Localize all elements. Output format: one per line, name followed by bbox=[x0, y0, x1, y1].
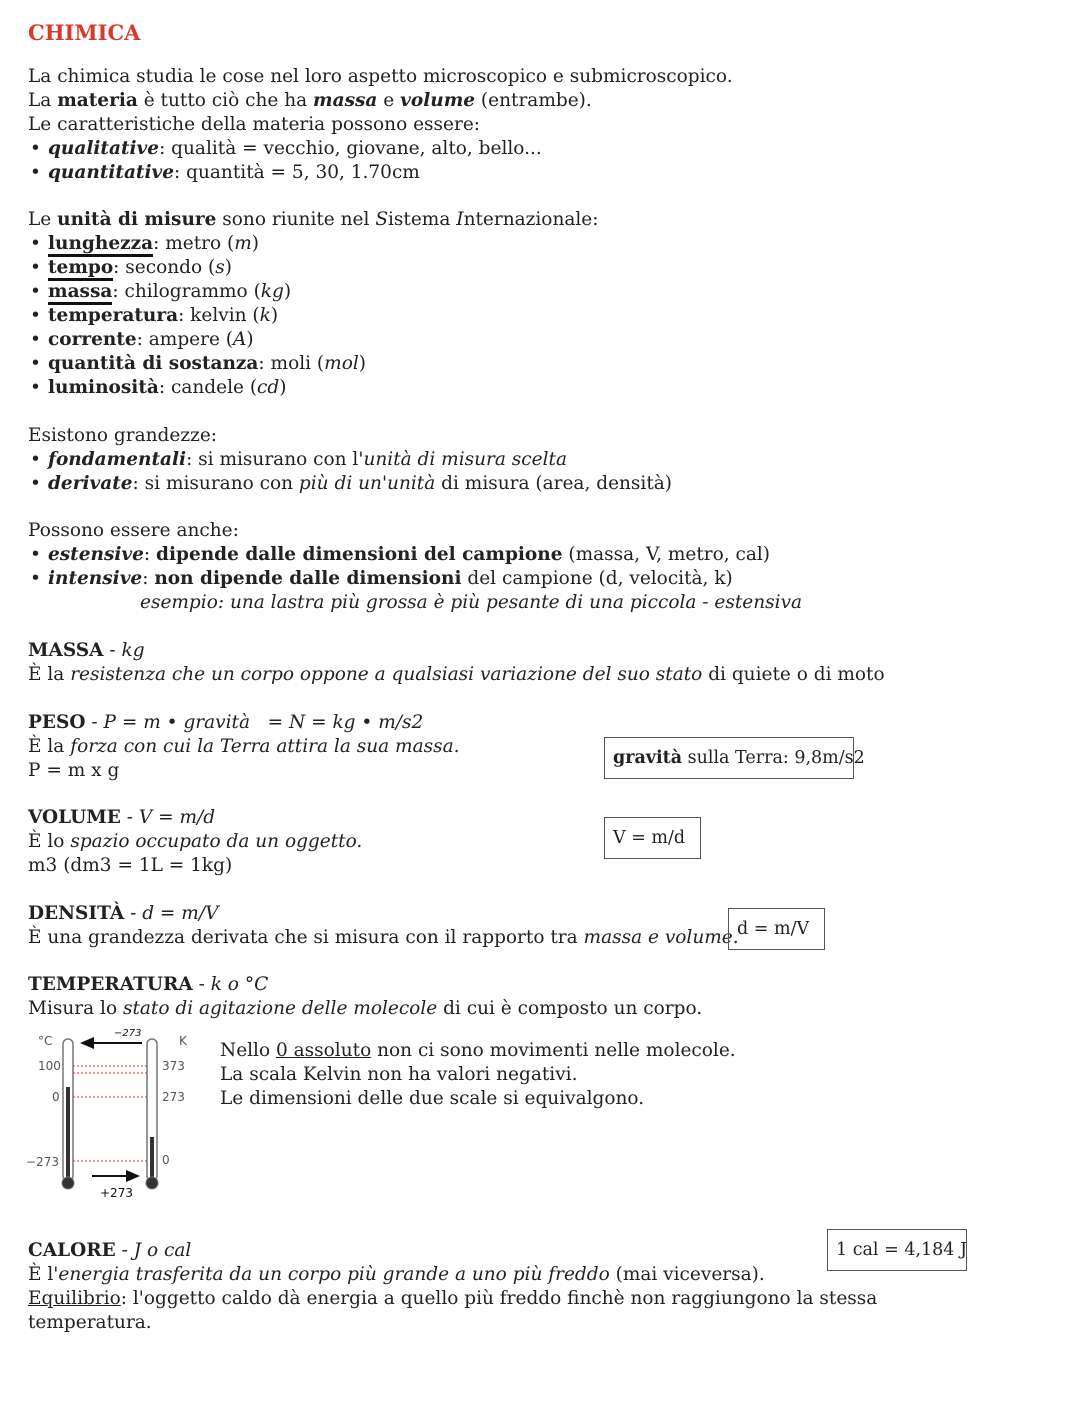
equilibrio-line: Equilibrio: l'oggetto caldo dà energia a quello più freddo finchè non raggiungono la stessa bbox=[28, 1288, 878, 1309]
massa-text: È la resistenza che un corpo oppone a qualsiasi variazione del suo stato di quiete o di moto bbox=[28, 664, 885, 685]
unit-item-quantita: • quantità di sostanza: moli (mol) bbox=[30, 353, 366, 374]
kelvin-273-label: 273 bbox=[162, 1090, 185, 1104]
intro-line-3: Le caratteristiche della materia possono essere: bbox=[28, 114, 481, 135]
unit-item-corrente: • corrente: ampere (A) bbox=[30, 329, 254, 350]
bullet-fondamentali: • fondamentali: si misurano con l'unità di misura scelta bbox=[30, 449, 567, 470]
unit-item-luminosita: • luminosità: candele (cd) bbox=[30, 377, 287, 398]
calore-text: È l'energia trasferita da un corpo più grande a uno più freddo (mai viceversa). bbox=[28, 1264, 765, 1285]
peso-heading: PESO - P = m • gravità = N = kg • m/s2 bbox=[28, 712, 424, 733]
thermometer-diagram bbox=[22, 1025, 202, 1205]
units-heading: Le unità di misure sono riunite nel Sistema Internazionale: bbox=[28, 209, 599, 230]
unit-item-lunghezza: • lunghezza: metro (m) bbox=[30, 232, 259, 256]
peso-formula: P = m x g bbox=[28, 760, 120, 781]
celsius-0-label: 0 bbox=[52, 1090, 60, 1104]
top-arrow-label: −273 bbox=[114, 1028, 142, 1039]
therm-note-3: Le dimensioni delle due scale si equivalgono. bbox=[220, 1088, 645, 1109]
intro-line-2: La materia è tutto ciò che ha massa e volume (entrambe). bbox=[28, 90, 592, 111]
therm-note-1: Nello 0 assoluto non ci sono movimenti nelle molecole. bbox=[220, 1040, 736, 1061]
example-line: esempio: una lastra più grossa è più pesante di una piccola - estensiva bbox=[140, 592, 803, 613]
intro-line-1: La chimica studia le cose nel loro aspetto microscopico e submicroscopico. bbox=[28, 66, 733, 87]
volume-units: m3 (dm3 = 1L = 1kg) bbox=[28, 855, 233, 876]
celsius-minus273-label: −273 bbox=[26, 1155, 59, 1169]
densita-heading: DENSITÀ - d = m/V bbox=[28, 903, 219, 924]
calore-heading: CALORE - J o cal bbox=[28, 1240, 192, 1261]
celsius-unit-label: °C bbox=[38, 1034, 53, 1048]
bullet-quantitative: • quantitative: quantità = 5, 30, 1.70cm bbox=[30, 162, 420, 183]
bullet-estensive: • estensive: dipende dalle dimensioni del campione (massa, V, metro, cal) bbox=[30, 544, 771, 565]
equilibrio-line-2: temperatura. bbox=[28, 1312, 152, 1333]
kelvin-0-label: 0 bbox=[162, 1153, 170, 1167]
unit-item-temperatura: • temperatura: kelvin (k) bbox=[30, 305, 279, 326]
grandezze-heading: Esistono grandezze: bbox=[28, 425, 218, 446]
page-title: CHIMICA bbox=[28, 20, 141, 45]
peso-text: È la forza con cui la Terra attira la sua massa. bbox=[28, 736, 460, 757]
volume-heading: VOLUME - V = m/d bbox=[28, 807, 216, 828]
calorie-box: 1 cal = 4,184 J bbox=[827, 1229, 967, 1271]
gravity-box: gravità sulla Terra: 9,8m/s2 bbox=[604, 737, 854, 779]
kelvin-373-label: 373 bbox=[162, 1059, 185, 1073]
bullet-qualitative: • qualitative: qualità = vecchio, giovane, alto, bello... bbox=[30, 138, 542, 159]
bullet-intensive: • intensive: non dipende dalle dimensioni del campione (d, velocità, k) bbox=[30, 568, 733, 589]
kelvin-unit-label: K bbox=[179, 1034, 187, 1048]
bottom-arrow-label: +273 bbox=[100, 1186, 133, 1200]
temperatura-text: Misura lo stato di agitazione delle molecole di cui è composto un corpo. bbox=[28, 998, 703, 1019]
volume-text: È lo spazio occupato da un oggetto. bbox=[28, 831, 363, 852]
densita-text: È una grandezza derivata che si misura con il rapporto tra massa e volume. bbox=[28, 927, 739, 948]
density-box: d = m/V bbox=[728, 908, 825, 950]
temperatura-heading: TEMPERATURA - k o °C bbox=[28, 974, 269, 995]
possono-heading: Possono essere anche: bbox=[28, 520, 239, 541]
unit-item-tempo: • tempo: secondo (s) bbox=[30, 256, 232, 280]
celsius-100-label: 100 bbox=[38, 1059, 61, 1073]
therm-note-2: La scala Kelvin non ha valori negativi. bbox=[220, 1064, 578, 1085]
unit-item-massa: • massa: chilogrammo (kg) bbox=[30, 280, 291, 304]
volume-box: V = m/d bbox=[604, 817, 701, 859]
bullet-derivate: • derivate: si misurano con più di un'unità di misura (area, densità) bbox=[30, 473, 673, 494]
massa-heading: MASSA - kg bbox=[28, 640, 145, 661]
